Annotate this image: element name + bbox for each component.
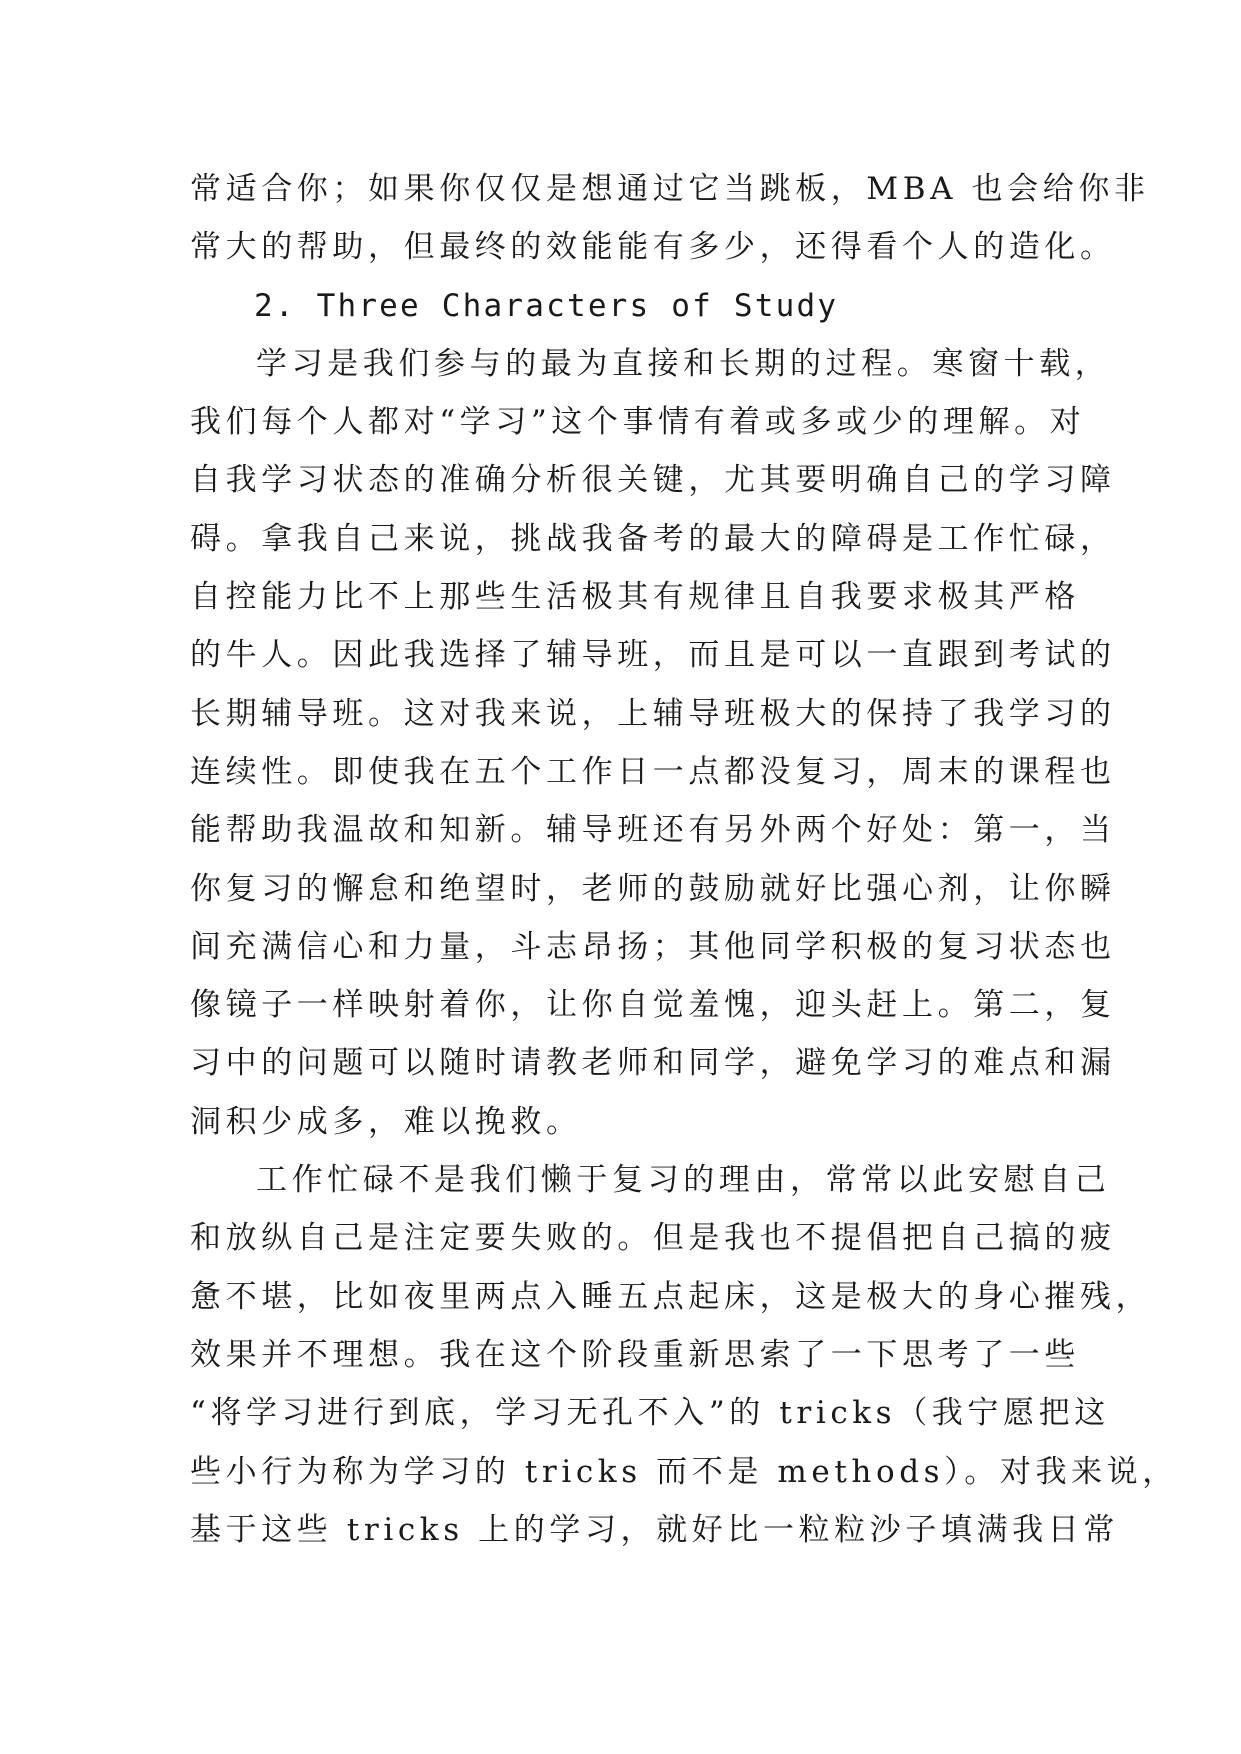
text-line: 连续性。即使我在五个工作日一点都没复习，周末的课程也	[190, 753, 1116, 790]
text-line: 基于这些 tricks 上的学习，就好比一粒粒沙子填满我日常	[190, 1511, 1119, 1548]
text-line: 长期辅导班。这对我来说，上辅导班极大的保持了我学习的	[190, 695, 1116, 732]
text-line: 洞积少成多，难以挽救。	[190, 1103, 582, 1140]
text-line: 些小行为称为学习的 tricks 而不是 methods）。对我来说，	[190, 1453, 1178, 1490]
text-line: 效果并不理想。我在这个阶段重新思索了一下思考了一些	[190, 1336, 1080, 1373]
text-line: 的牛人。因此我选择了辅导班，而且是可以一直跟到考试的	[190, 637, 1116, 674]
text-line: 自我学习状态的准确分析很关键，尤其要明确自己的学习障	[190, 462, 1116, 499]
text-line: 常大的帮助，但最终的效能能有多少，还得看个人的造化。	[190, 229, 1116, 266]
text-line: “将学习进行到底，学习无孔不入”的 tricks（我宁愿把这	[190, 1395, 1110, 1432]
text-line: 你复习的懈怠和绝望时，老师的鼓励就好比强心剂，让你瞬	[190, 870, 1116, 907]
text-line: 能帮助我温故和知新。辅导班还有另外两个好处：第一，当	[190, 812, 1116, 849]
body-text	[190, 160, 1178, 1559]
paragraph-first-line: 工作忙碌不是我们懒于复习的理由，常常以此安慰自己	[256, 1162, 1111, 1199]
text-line: 碍。拿我自己来说，挑战我备考的最大的障碍是工作忙碌，	[190, 520, 1116, 557]
paragraph-first-line: 学习是我们参与的最为直接和长期的过程。寒窗十载，	[256, 345, 1111, 382]
text-line: 习中的问题可以随时请教老师和同学，避免学习的难点和漏	[190, 1045, 1116, 1082]
text-line: 常适合你；如果你仅仅是想通过它当跳板，MBA 也会给你非	[190, 171, 1150, 207]
section-heading: 2. Three Characters of Study	[254, 287, 839, 324]
text-line: 自控能力比不上那些生活极其有规律且自我要求极其严格	[190, 579, 1080, 616]
text-line: 惫不堪，比如夜里两点入睡五点起床，这是极大的身心摧残，	[190, 1278, 1152, 1315]
text-line: 像镜子一样映射着你，让你自觉羞愧，迎头赶上。第二，复	[190, 987, 1116, 1024]
text-line: 间充满信心和力量，斗志昂扬；其他同学积极的复习状态也	[190, 928, 1116, 965]
text-line: 我们每个人都对“学习”这个事情有着或多或少的理解。对	[190, 404, 1086, 441]
text-line: 和放纵自己是注定要失败的。但是我也不提倡把自己搞的疲	[190, 1220, 1116, 1257]
